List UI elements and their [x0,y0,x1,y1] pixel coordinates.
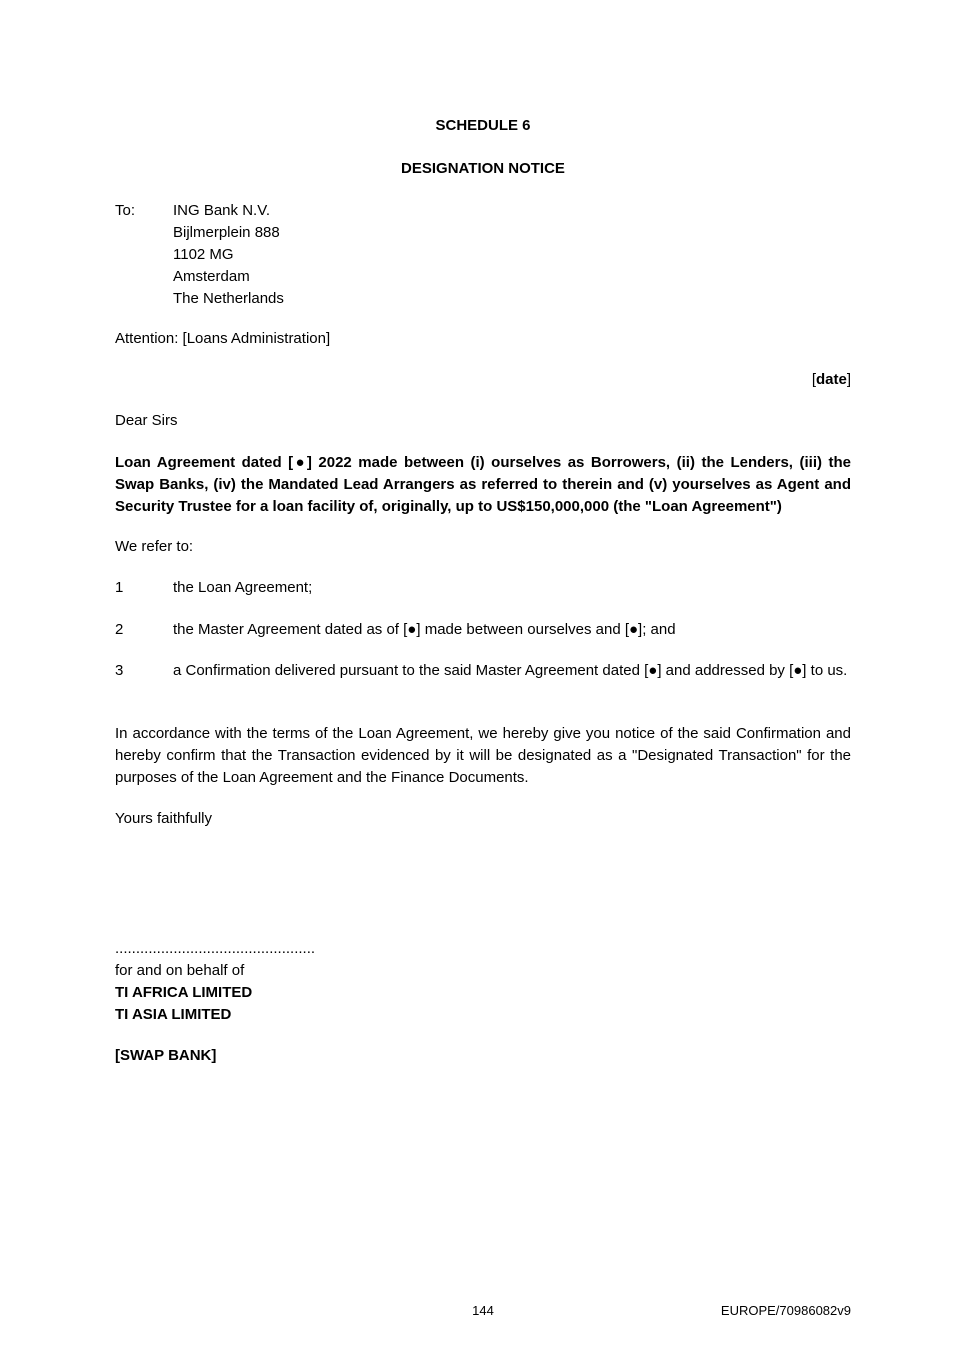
signature-line: ................................................ [115,940,316,957]
item-number: 1 [115,579,124,596]
notice-title: DESIGNATION NOTICE [401,160,565,177]
signatory-asia: TI ASIA LIMITED [115,1006,232,1023]
address-line: The Netherlands [173,290,284,307]
date-word: date [815,371,847,388]
date-placeholder [812,369,851,391]
document-reference: EUROPE/70986082v9 [720,1303,851,1318]
item-text: a Confirmation delivered pursuant to the said Master Agreement dated [●] and addressed by [●] to us. [173,662,848,679]
on-behalf-text: for and on behalf of [115,962,245,979]
schedule-title: SCHEDULE 6 [435,117,531,134]
item-text: the Master Agreement dated as of [●] made between ourselves and [●]; and [173,621,676,638]
salutation: Dear Sirs [115,412,178,429]
to-label: To: [115,202,136,219]
recipient-address [173,200,284,310]
subject-heading: Loan Agreement dated [●] 2022 made between (i) ourselves as Borrowers, (ii) the Lenders, (iii) the Swap Banks, (iv) the Mandated Lead Arrangers as referred to therein and (v) yourselves as Agent and Security Trustee for a loan facility of, originally, up to US$150,000,000 (the "Loan Agreement") [115,454,851,515]
address-line: Bijlmerplein 888 [173,224,280,241]
signatory-africa: TI AFRICA LIMITED [115,984,253,1001]
refer-intro: We refer to: [115,538,194,555]
page-number: 144 [472,1303,494,1318]
document-page [115,0,851,1365]
address-line: Amsterdam [173,268,250,285]
date-bracket-open: [ [811,371,816,388]
item-number: 2 [115,621,124,638]
attention-line: Attention: [Loans Administration] [115,330,331,347]
swap-bank-placeholder: [SWAP BANK] [115,1047,217,1064]
item-number: 3 [115,662,124,679]
closing: Yours faithfully [115,810,213,827]
address-line: ING Bank N.V. [173,202,270,219]
date-bracket-close: ] [846,371,851,388]
body-paragraph: In accordance with the terms of the Loan Agreement, we hereby give you notice of the said Confirmation and hereby confirm that the Transaction evidenced by it will be designated as a "Designated Transaction" for the purposes of the Loan Agreement and the Finance Documents. [115,725,851,786]
item-text: the Loan Agreement; [173,579,313,596]
address-line: 1102 MG [173,246,234,263]
